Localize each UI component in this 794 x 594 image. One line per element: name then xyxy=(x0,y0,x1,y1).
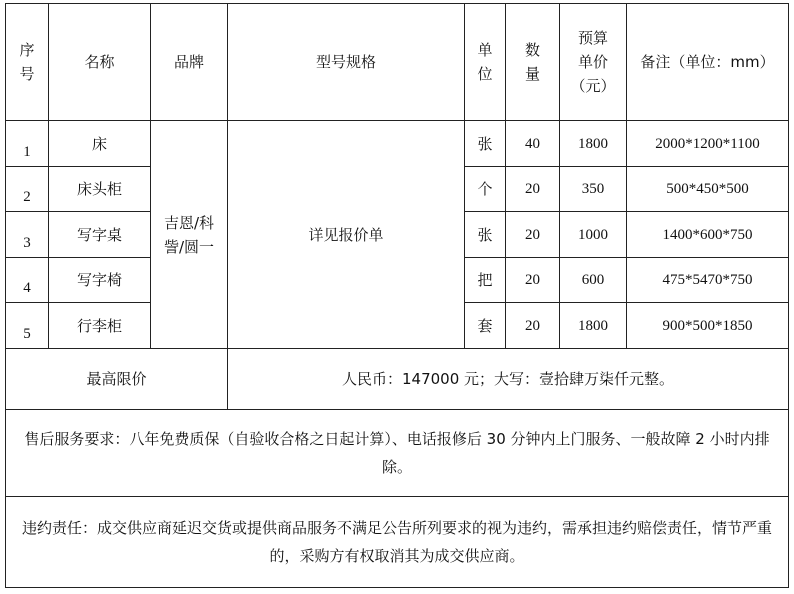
model-cell: 详见报价单 xyxy=(228,121,465,349)
row-unit: 个 xyxy=(465,167,506,212)
row-seq: 4 xyxy=(6,258,49,303)
table-row xyxy=(6,121,789,167)
max-price-row xyxy=(6,349,789,410)
row-qty: 20 xyxy=(506,303,560,349)
row-price: 1800 xyxy=(560,121,627,167)
row-name: 写字椅 xyxy=(49,258,151,303)
row-note: 475*5470*750 xyxy=(627,258,789,303)
brand-cell: 吉恩/科 訾/圆一 xyxy=(151,121,228,349)
row-name: 床 xyxy=(49,121,151,167)
header-unit: 单 位 xyxy=(465,4,506,121)
row-note: 2000*1200*1100 xyxy=(627,121,789,167)
row-qty: 20 xyxy=(506,212,560,258)
header-name: 名称 xyxy=(49,4,151,121)
row-unit: 张 xyxy=(465,121,506,167)
header-model: 型号规格 xyxy=(228,4,465,121)
row-seq: 2 xyxy=(6,167,49,212)
row-name: 行李柜 xyxy=(49,303,151,349)
header-price: 预算 单价 （元） xyxy=(560,4,627,121)
row-qty: 20 xyxy=(506,167,560,212)
max-price-label: 最高限价 xyxy=(6,349,228,410)
row-unit: 张 xyxy=(465,212,506,258)
header-qty: 数 量 xyxy=(506,4,560,121)
row-note: 900*500*1850 xyxy=(627,303,789,349)
row-note: 500*450*500 xyxy=(627,167,789,212)
row-name: 写字桌 xyxy=(49,212,151,258)
row-seq: 3 xyxy=(6,212,49,258)
row-seq: 5 xyxy=(6,303,49,349)
row-seq: 1 xyxy=(6,121,49,167)
after-sales-row xyxy=(6,410,789,497)
header-note: 备注（单位：mm） xyxy=(627,4,789,121)
header-seq: 序 号 xyxy=(6,4,49,121)
row-qty: 40 xyxy=(506,121,560,167)
row-qty: 20 xyxy=(506,258,560,303)
row-unit: 把 xyxy=(465,258,506,303)
row-price: 600 xyxy=(560,258,627,303)
row-note: 1400*600*750 xyxy=(627,212,789,258)
row-price: 1000 xyxy=(560,212,627,258)
row-unit: 套 xyxy=(465,303,506,349)
row-price: 1800 xyxy=(560,303,627,349)
row-price: 350 xyxy=(560,167,627,212)
header-brand: 品牌 xyxy=(151,4,228,121)
breach-row xyxy=(6,497,789,588)
header-row xyxy=(6,4,789,121)
after-sales-text: 售后服务要求：八年免费质保（自验收合格之日起计算）、电话报修后 30 分钟内上门服务、一般故障 2 小时内排除。 xyxy=(6,410,789,497)
procurement-table xyxy=(5,3,789,588)
max-price-value: 人民币：147000 元；大写：壹拾肆万柒仟元整。 xyxy=(228,349,789,410)
breach-text: 违约责任：成交供应商延迟交货或提供商品服务不满足公告所列要求的视为违约，需承担违约赔偿责任，情节严重的，采购方有权取消其为成交供应商。 xyxy=(6,497,789,588)
row-name: 床头柜 xyxy=(49,167,151,212)
